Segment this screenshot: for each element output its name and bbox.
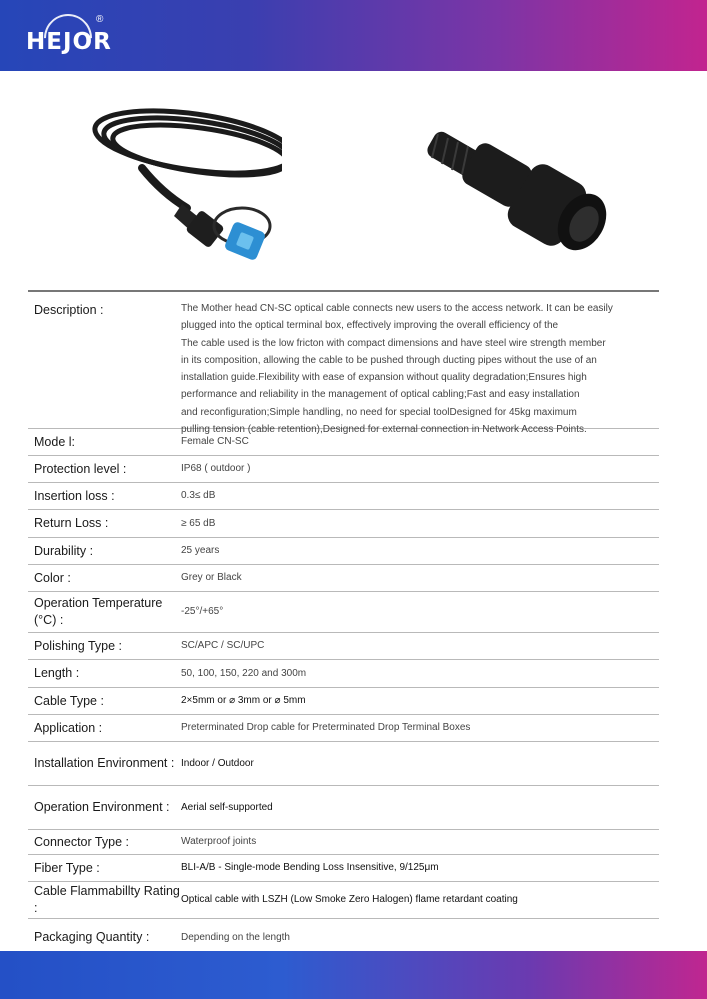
footer-banner	[0, 951, 707, 999]
spec-row-return-loss	[28, 510, 659, 538]
description-line: performance and reliability in the management of optical cabling;Fast and easy installation	[181, 389, 580, 401]
description-line: and reconfiguration;Simple handling, no need for special toolDesigned for 45kg maximum	[181, 406, 577, 418]
spec-row-durability	[28, 538, 659, 565]
spec-label: Color :	[34, 570, 71, 585]
brand-logo	[22, 14, 114, 70]
spec-value: 2×5mm or ⌀ 3mm or ⌀ 5mm	[181, 695, 306, 706]
spec-row-protection-level	[28, 456, 659, 483]
spec-value: Aerial self-supported	[181, 801, 273, 813]
description-line: installation guide.Flexibility with ease of expansion without quality degradation;Ensures high	[181, 372, 587, 384]
spec-row-fiber-type	[28, 855, 659, 882]
spec-label: Return Loss :	[34, 516, 109, 530]
spec-label: Installation Environment :	[34, 756, 175, 770]
spec-row-model	[28, 429, 659, 456]
spec-label: Connector Type :	[34, 834, 129, 849]
spec-value: Grey or Black	[181, 572, 242, 583]
spec-row-connector-type	[28, 830, 659, 855]
spec-label: Packaging Quantity :	[34, 930, 150, 944]
spec-value: Preterminated Drop cable for Preterminated Drop Terminal Boxes	[181, 722, 471, 733]
spec-label: Protection level :	[34, 461, 127, 476]
spec-value: IP68 ( outdoor )	[181, 463, 251, 474]
spec-value: Female CN-SC	[181, 436, 249, 447]
description-text	[181, 292, 659, 438]
spec-row-application	[28, 715, 659, 742]
spec-label: Description :	[34, 303, 104, 317]
spec-row-operation-temperature	[28, 592, 659, 633]
spec-table	[28, 290, 659, 957]
spec-value: 0.3≤ dB	[181, 490, 216, 501]
spec-label: Cable Type :	[34, 693, 104, 708]
spec-label: Insertion loss :	[34, 488, 115, 503]
spec-label: Durability :	[34, 543, 94, 558]
header-banner	[0, 0, 707, 71]
spec-label: Operation Temperature (°C) :	[34, 596, 163, 627]
spec-label: Cable Flammabillty Rating :	[34, 884, 180, 915]
spec-label: Operation Environment :	[34, 800, 170, 814]
spec-row-description	[28, 292, 659, 436]
logo-text: HEJOR	[26, 29, 112, 55]
spec-row-flammability-rating	[28, 882, 659, 919]
cable-photo	[82, 98, 282, 274]
spec-row-cable-type	[28, 688, 659, 715]
spec-value: 25 years	[181, 545, 220, 556]
spec-row-operation-environment	[28, 786, 659, 830]
description-line: The Mother head CN-SC optical cable connects new users to the access network. It can be easily	[181, 303, 613, 314]
description-line: in its composition, allowing the cable to be pushed through ducting pipes without the use of an	[181, 354, 597, 366]
registered-mark: ®	[96, 14, 104, 25]
spec-row-installation-environment	[28, 742, 659, 786]
description-line: plugged into the optical terminal box, effectively improving the overall efficiency of the	[181, 320, 559, 332]
description-line: pulling tension (cable retention),Designed for external connection in Network Access Points.	[181, 424, 587, 436]
spec-value: Waterproof joints	[181, 836, 257, 847]
spec-value: Indoor / Outdoor	[181, 757, 254, 769]
spec-label: Mode l:	[34, 434, 75, 449]
spec-row-insertion-loss	[28, 483, 659, 510]
description-line: The cable used is the low fricton with compact dimensions and have steel wire strength member	[181, 337, 606, 349]
spec-label: Fiber Type :	[34, 860, 100, 875]
spec-label: Application :	[34, 720, 103, 735]
spec-value: BLI-A/B - Single-mode Bending Loss Insensitive, 9/125μm	[181, 862, 439, 873]
spec-row-color	[28, 565, 659, 592]
spec-value: 50, 100, 150, 220 and 300m	[181, 667, 307, 679]
spec-row-polishing-type	[28, 633, 659, 660]
spec-value: ≥ 65 dB	[181, 517, 216, 529]
spec-label: Polishing Type :	[34, 638, 123, 653]
spec-value: SC/APC / SC/UPC	[181, 640, 265, 651]
spec-value: Depending on the length	[181, 931, 290, 943]
spec-value: Optical cable with LSZH (Low Smoke Zero Halogen) flame retardant coating	[181, 894, 518, 905]
spec-value: -25°/+65°	[181, 606, 224, 617]
connector-photo	[424, 124, 610, 266]
spec-label: Length :	[34, 666, 80, 680]
spec-row-length	[28, 660, 659, 688]
